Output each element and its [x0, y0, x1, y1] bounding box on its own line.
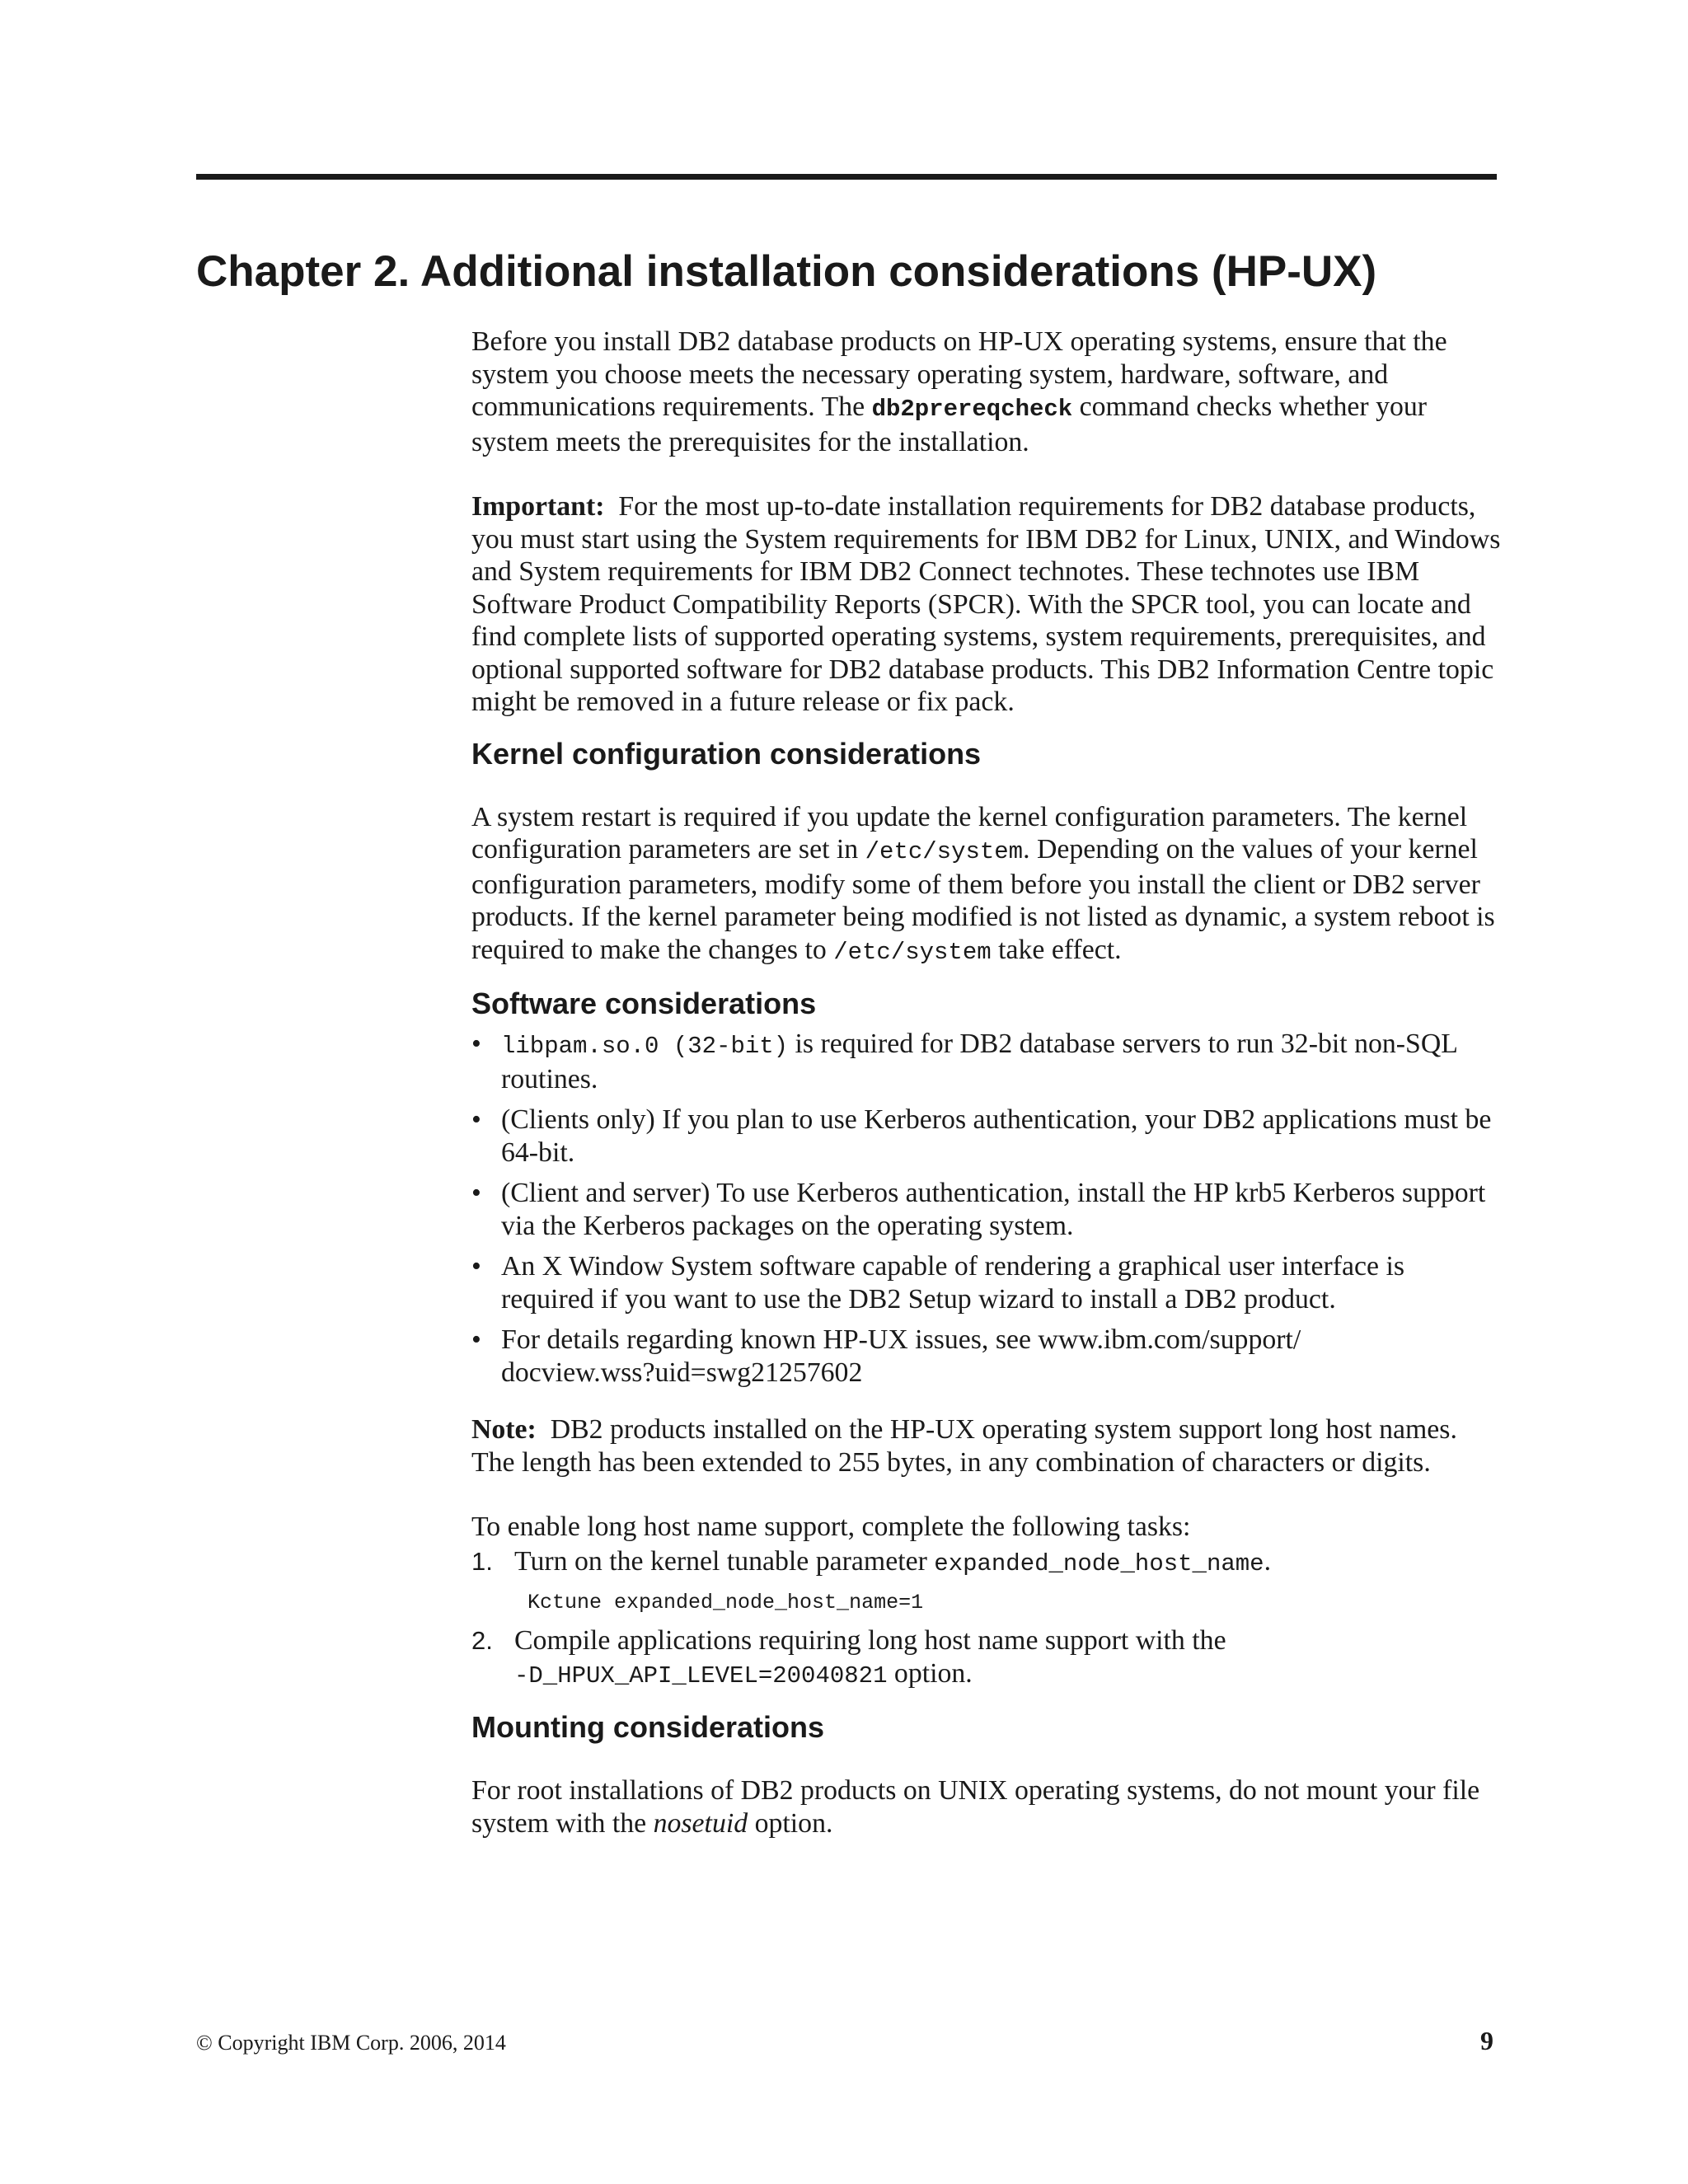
step-number: 2.	[471, 1626, 493, 1655]
bullet-icon: •	[471, 1029, 481, 1059]
list-item: • (Client and server) To use Kerberos authentication, install the HP krb5 Kerberos support via the Kerberos packages on the operating system.	[471, 1178, 1486, 1241]
parameter-code: expanded_node_host_name	[934, 1549, 1264, 1577]
chapter-title: Chapter 2. Additional installation considerations (HP-UX)	[196, 247, 1377, 296]
nosetuid-option: nosetuid	[653, 1807, 748, 1839]
important-label: Important:	[471, 491, 605, 522]
bullet-icon: •	[471, 1104, 481, 1135]
page-number: 9	[1480, 2026, 1493, 2055]
kernel-paragraph: A system restart is required if you update the kernel configuration parameters. The kernel configuration parameters are set in /etc/system. Depending on the values of your kernel configuration parameters, modify some of them before you install the client or DB2 server products. If the kernel parameter being modified is not listed as dynamic, a system reboot is required to make the changes to /etc/system take effect.	[471, 801, 1495, 966]
list-item: • libpam.so.0 (32-bit) is required for DB2 database servers to run 32-bit non-SQL routines.	[471, 1029, 1457, 1094]
etc-system-path: /etc/system	[833, 938, 992, 966]
software-list	[471, 1028, 1502, 1389]
software-heading: Software considerations	[471, 987, 817, 1020]
command-db2prereqcheck: db2prereqcheck	[871, 396, 1073, 423]
kernel-heading: Kernel configuration considerations	[471, 736, 982, 771]
libpam-code: libpam.so.0 (32-bit)	[501, 1033, 789, 1060]
list-item: 2. Compile applications requiring long host name support with the -D_HPUX_API_LEVEL=20040821 option.	[471, 1625, 1226, 1690]
task-steps	[471, 1624, 1502, 1692]
note-label: Note:	[471, 1414, 537, 1445]
copyright-footer: © Copyright IBM Corp. 2006, 2014	[196, 2031, 506, 2055]
step-number: 1.	[471, 1546, 493, 1576]
mounting-heading: Mounting considerations	[471, 1710, 824, 1744]
list-item: 1. Turn on the kernel tunable parameter expanded_node_host_name.	[471, 1545, 1272, 1577]
chapter-rule	[196, 174, 1497, 180]
enable-intro: To enable long host name support, complete the following tasks:	[471, 1511, 1191, 1542]
bullet-icon: •	[471, 1324, 481, 1355]
compile-flag-code: -D_HPUX_API_LEVEL=20040821	[514, 1661, 888, 1690]
list-item: • (Clients only) If you plan to use Kerberos authentication, your DB2 applications must be 64-bit.	[471, 1104, 1492, 1168]
bullet-icon: •	[471, 1251, 481, 1282]
task-steps	[471, 1545, 1502, 1581]
list-item: • For details regarding known HP-UX issues, see www.ibm.com/support/ docview.wss?uid=swg21257602	[471, 1324, 1301, 1388]
list-item: • An X Window System software capable of rendering a graphical user interface is required if you want to use the DB2 Setup wizard to install a DB2 product.	[471, 1251, 1405, 1315]
kctune-command: Kctune expanded_node_host_name=1	[528, 1591, 924, 1615]
body-content	[471, 326, 1502, 1840]
etc-system-path: /etc/system	[865, 838, 1024, 865]
note-paragraph: Note: DB2 products installed on the HP-UX operating system support long host names. The length has been extended to 255 bytes, in any combination of characters or digits.	[471, 1414, 1457, 1478]
support-link[interactable]: docview.wss?uid=swg21257602	[501, 1357, 863, 1388]
bullet-icon: •	[471, 1178, 481, 1208]
intro-paragraph: Before you install DB2 database products on HP-UX operating systems, ensure that the system you choose meets the necessary operating system, hardware, software, and communications requirements. The db2prereqcheck command checks whether your system meets the prerequisites for the installation.	[471, 326, 1447, 457]
important-paragraph: Important: For the most up-to-date installation requirements for DB2 database products, you must start using the System requirements for IBM DB2 for Linux, UNIX, and Windows and System requirements for IBM DB2 Connect technotes. These technotes use IBM Software Product Compatibility Reports (SPCR). With the SPCR tool, you can locate and find complete lists of supported operating systems, system requirements, prerequisites, and optional supported software for DB2 database products. This DB2 Information Centre topic might be removed in a future release or fix pack.	[471, 491, 1501, 717]
mounting-paragraph: For root installations of DB2 products on UNIX operating systems, do not mount your file system with the nosetuid option.	[471, 1775, 1480, 1839]
